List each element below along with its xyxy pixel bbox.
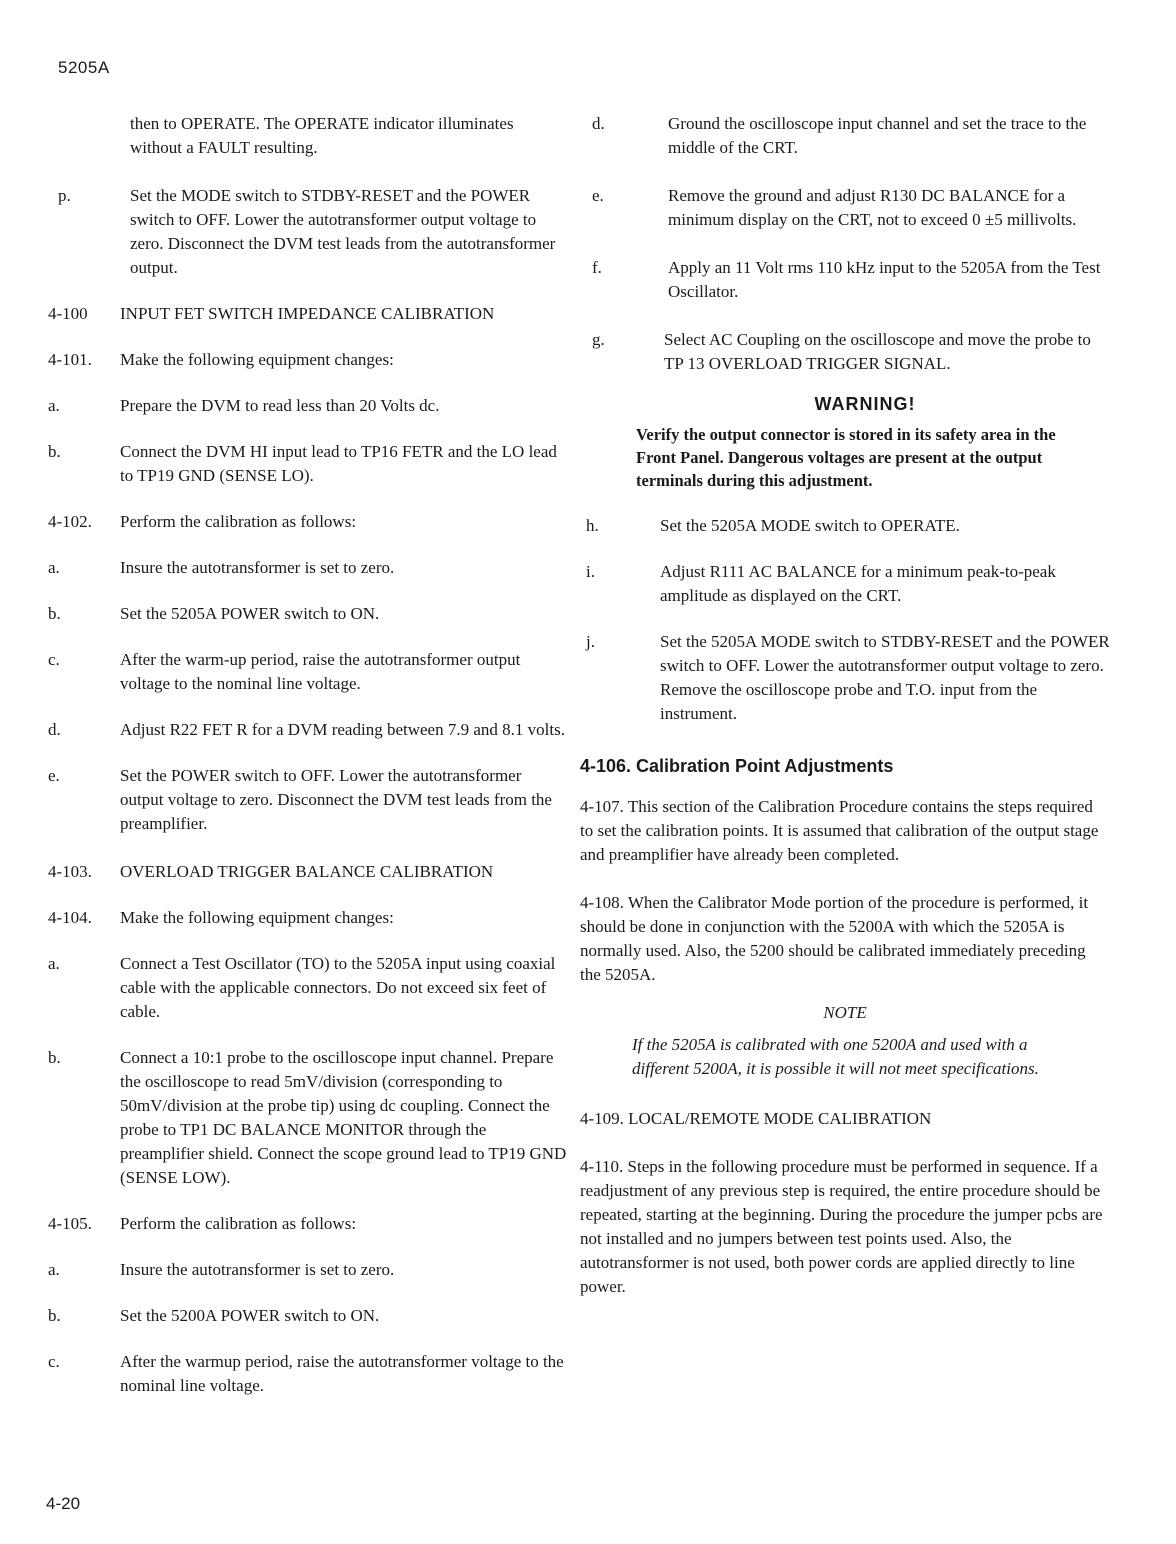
step-label: a. <box>48 954 60 973</box>
section-4-103 <box>48 860 568 884</box>
para-number: 4-102. <box>48 512 92 531</box>
section-4-100 <box>48 302 568 326</box>
step-p <box>48 184 568 280</box>
step-text: Select AC Coupling on the oscilloscope and move the probe to TP 13 OVERLOAD TRIGGER SIGNAL. <box>664 330 1091 373</box>
step-label: g. <box>592 330 605 349</box>
step-4-101a <box>48 394 568 418</box>
step-4-105b <box>48 1304 568 1328</box>
step-text: Connect a 10:1 probe to the oscilloscope input channel. Prepare the oscilloscope to read 5mV/division (corresponding to 50mV/division at the probe tip) using dc coupling. Connect the probe to TP1 DC BALANCE MONITOR through the preamplifier shield. Connect the scope ground lead to TP19 GND (SENSE LOW). <box>120 1048 567 1187</box>
continued-paragraph: then to OPERATE. The OPERATE indicator illuminates without a FAULT resulting. <box>130 114 514 157</box>
page-header-model: 5205A <box>58 58 110 77</box>
step-text: After the warm-up period, raise the autotransformer output voltage to the nominal line voltage. <box>120 650 521 693</box>
section-title: INPUT FET SWITCH IMPEDANCE CALIBRATION <box>120 304 495 323</box>
step-4-101b <box>48 440 568 488</box>
step-text: After the warmup period, raise the autotransformer voltage to the nominal line voltage. <box>120 1352 564 1395</box>
para-text: Perform the calibration as follows: <box>120 1214 357 1233</box>
step-label: a. <box>48 558 60 577</box>
step-label: b. <box>48 604 61 623</box>
para-number: 4-101. <box>48 350 92 369</box>
section-number: 4-100 <box>48 304 88 323</box>
step-label: e. <box>592 186 604 205</box>
step-label: a. <box>48 1260 60 1279</box>
step-text: Remove the ground and adjust R130 DC BALANCE for a minimum display on the CRT, not to exceed 0 ±5 millivolts. <box>668 186 1077 229</box>
step-text: Adjust R111 AC BALANCE for a minimum peak-to-peak amplitude as displayed on the CRT. <box>660 562 1056 605</box>
step-text: Adjust R22 FET R for a DVM reading between 7.9 and 8.1 volts. <box>120 720 565 739</box>
warning-text: Verify the output connector is stored in its safety area in the Front Panel. Dangerous voltages are present at the output terminals during this adjustment. <box>636 425 1056 490</box>
step-label: c. <box>48 1352 60 1371</box>
step-4-102e <box>48 764 568 836</box>
step-text: Prepare the DVM to read less than 20 Volts dc. <box>120 396 440 415</box>
warning-heading: WARNING! <box>814 394 916 414</box>
step-h <box>580 514 1110 538</box>
step-text: Set the 5205A POWER switch to ON. <box>120 604 380 623</box>
step-e <box>580 184 1110 232</box>
step-label: b. <box>48 1048 61 1067</box>
step-4-104a <box>48 952 568 1024</box>
step-4-102a <box>48 556 568 580</box>
step-label: i. <box>586 562 595 581</box>
step-g <box>580 328 1110 376</box>
section-number: 4-103. <box>48 862 92 881</box>
step-4-105c <box>48 1350 568 1398</box>
step-text: Set the MODE switch to STDBY-RESET and the POWER switch to OFF. Lower the autotransformer output voltage to zero. Disconnect the DVM test leads from the autotransformer output. <box>130 186 556 277</box>
step-4-102b <box>48 602 568 626</box>
step-text: Insure the autotransformer is set to zero. <box>120 558 395 577</box>
step-label: a. <box>48 396 60 415</box>
step-label: p. <box>58 186 71 205</box>
para-number: 4-104. <box>48 908 92 927</box>
step-d <box>580 112 1110 160</box>
step-j <box>580 630 1110 726</box>
step-4-105a <box>48 1258 568 1282</box>
step-text: Connect a Test Oscillator (TO) to the 5205A input using coaxial cable with the applicable connectors. Do not exceed six feet of cable. <box>120 954 556 1021</box>
step-text: Set the 5205A MODE switch to OPERATE. <box>660 516 960 535</box>
section-title: OVERLOAD TRIGGER BALANCE CALIBRATION <box>120 862 494 881</box>
page-number: 4-20 <box>46 1494 81 1513</box>
step-label: c. <box>48 650 60 669</box>
left-column <box>48 112 568 1398</box>
note-text: If the 5205A is calibrated with one 5200A and used with a different 5200A, it is possible it will not meet specifications. <box>632 1035 1039 1078</box>
step-label: b. <box>48 442 61 461</box>
para-4-102 <box>48 510 568 534</box>
section-title-4-109: 4-109. LOCAL/REMOTE MODE CALIBRATION <box>580 1109 932 1128</box>
right-column <box>580 112 1110 1299</box>
step-label: b. <box>48 1306 61 1325</box>
step-label: d. <box>48 720 61 739</box>
note-heading: NOTE <box>823 1003 867 1022</box>
step-text: Set the 5205A MODE switch to STDBY-RESET and the POWER switch to OFF. Lower the autotransformer output voltage to zero. Remove the oscilloscope probe and T.O. input from the instrument. <box>660 632 1110 723</box>
step-text: Set the 5200A POWER switch to ON. <box>120 1306 380 1325</box>
section-heading-4-106: 4-106. Calibration Point Adjustments <box>580 756 894 776</box>
step-label: f. <box>592 258 602 277</box>
step-text: Connect the DVM HI input lead to TP16 FETR and the LO lead to TP19 GND (SENSE LO). <box>120 442 557 485</box>
para-4-101 <box>48 348 568 372</box>
step-4-102c <box>48 648 568 696</box>
step-text: Set the POWER switch to OFF. Lower the autotransformer output voltage to zero. Disconnect the DVM test leads from the preamplifier. <box>120 766 552 833</box>
step-label: h. <box>586 516 599 535</box>
step-i <box>580 560 1110 608</box>
para-4-107: 4-107. This section of the Calibration Procedure contains the steps required to set the calibration points. It is assumed that calibration of the output stage and preamplifier have already been completed. <box>580 797 1099 864</box>
para-4-104 <box>48 906 568 930</box>
para-4-108: 4-108. When the Calibrator Mode portion of the procedure is performed, it should be done in conjunction with the 5200A with which the 5205A is normally used. Also, the 5200 should be calibrated immediately preceding the 5205A. <box>580 893 1089 984</box>
step-label: d. <box>592 114 605 133</box>
para-4-110: 4-110. Steps in the following procedure must be performed in sequence. If a readjustment of any previous step is required, the entire procedure should be repeated, starting at the beginning. During the procedure the jumper pcbs are not installed and no jumpers between test points used. Also, the autotransformer is not used, both power cords are applied directly to line power. <box>580 1157 1103 1296</box>
step-f <box>580 256 1110 304</box>
step-text: Insure the autotransformer is set to zero. <box>120 1260 395 1279</box>
para-text: Perform the calibration as follows: <box>120 512 357 531</box>
step-4-104b <box>48 1046 568 1190</box>
para-number: 4-105. <box>48 1214 92 1233</box>
para-4-105 <box>48 1212 568 1236</box>
step-text: Ground the oscilloscope input channel and set the trace to the middle of the CRT. <box>668 114 1087 157</box>
step-4-102d <box>48 718 568 742</box>
step-text: Apply an 11 Volt rms 110 kHz input to the 5205A from the Test Oscillator. <box>668 258 1101 301</box>
para-text: Make the following equipment changes: <box>120 908 394 927</box>
step-label: e. <box>48 766 60 785</box>
step-label: j. <box>586 632 595 651</box>
para-text: Make the following equipment changes: <box>120 350 394 369</box>
